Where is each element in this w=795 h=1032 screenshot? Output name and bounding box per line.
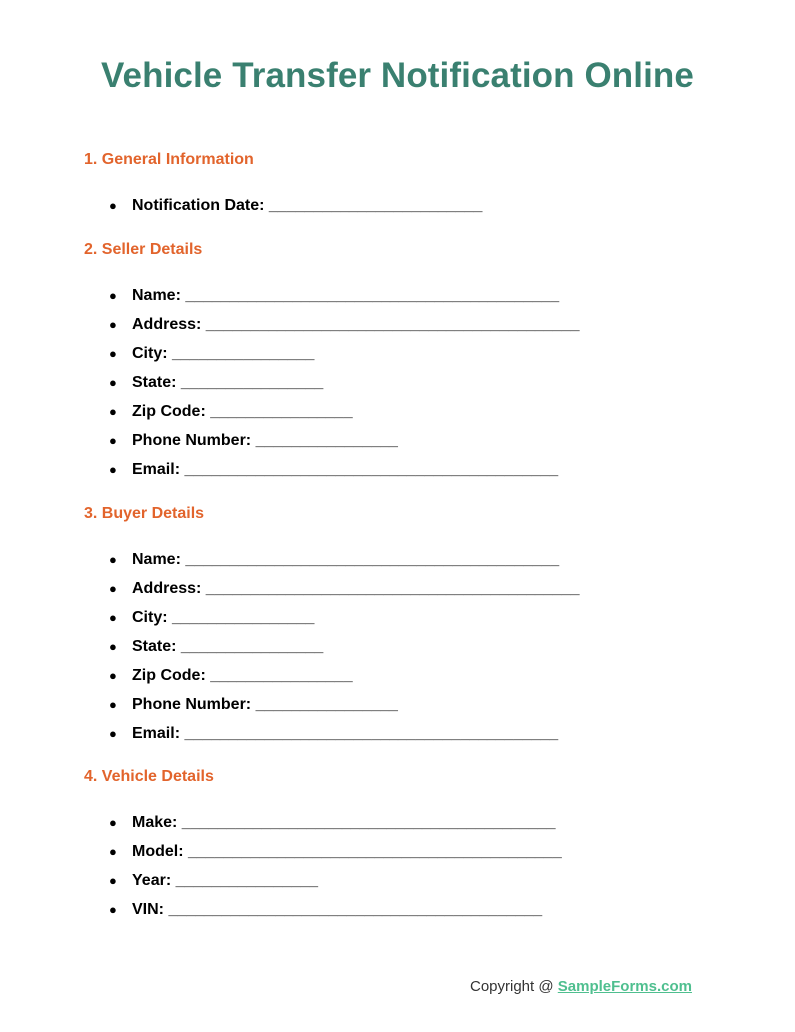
section-heading-buyer-details: 3. Buyer Details [84, 505, 205, 522]
bullet-icon: ● [109, 581, 117, 596]
bullet-icon: ● [109, 433, 117, 448]
field-buyer-state: State: ________________ [132, 638, 324, 655]
field-seller-zip-code: Zip Code: ________________ [132, 403, 353, 420]
bullet-icon: ● [109, 375, 117, 390]
section-heading-vehicle-details: 4. Vehicle Details [84, 768, 214, 785]
bullet-icon: ● [109, 404, 117, 419]
bullet-icon: ● [109, 317, 117, 332]
sampleforms-link[interactable]: SampleForms.com [557, 978, 692, 995]
bullet-icon: ● [109, 610, 117, 625]
bullet-icon: ● [109, 902, 117, 917]
bullet-icon: ● [109, 844, 117, 859]
bullet-icon: ● [109, 668, 117, 683]
section-heading-seller-details: 2. Seller Details [84, 241, 203, 258]
bullet-icon: ● [109, 697, 117, 712]
field-seller-email: Email: __________________________________________ [132, 461, 559, 478]
bullet-icon: ● [109, 462, 117, 477]
field-seller-phone-number: Phone Number: ________________ [132, 432, 398, 449]
field-seller-address: Address: __________________________________________ [132, 316, 580, 333]
bullet-icon: ● [109, 726, 117, 741]
bullet-icon: ● [109, 288, 117, 303]
bullet-icon: ● [109, 873, 117, 888]
field-seller-state: State: ________________ [132, 374, 324, 391]
field-buyer-phone-number: Phone Number: ________________ [132, 696, 398, 713]
field-vehicle-make: Make: __________________________________________ [132, 814, 556, 831]
field-vehicle-model: Model: __________________________________________ [132, 843, 562, 860]
field-buyer-name: Name: __________________________________________ [132, 551, 560, 568]
field-seller-city: City: ________________ [132, 345, 315, 362]
field-notification-date: Notification Date: ________________________ [132, 197, 483, 214]
section-heading-general-information: 1. General Information [84, 151, 254, 168]
field-buyer-zip-code: Zip Code: ________________ [132, 667, 353, 684]
bullet-icon: ● [109, 552, 117, 567]
copyright-text: Copyright @ [470, 978, 558, 995]
field-seller-name: Name: __________________________________________ [132, 287, 560, 304]
bullet-icon: ● [109, 346, 117, 361]
bullet-icon: ● [109, 639, 117, 654]
field-buyer-city: City: ________________ [132, 609, 315, 626]
field-vehicle-year: Year: ________________ [132, 872, 318, 889]
copyright-footer [470, 978, 692, 995]
field-vehicle-vin: VIN: __________________________________________ [132, 901, 543, 918]
page-title: Vehicle Transfer Notification Online [101, 56, 694, 95]
field-buyer-email: Email: __________________________________________ [132, 725, 559, 742]
bullet-icon: ● [109, 815, 117, 830]
bullet-icon: ● [109, 198, 117, 213]
field-buyer-address: Address: __________________________________________ [132, 580, 580, 597]
